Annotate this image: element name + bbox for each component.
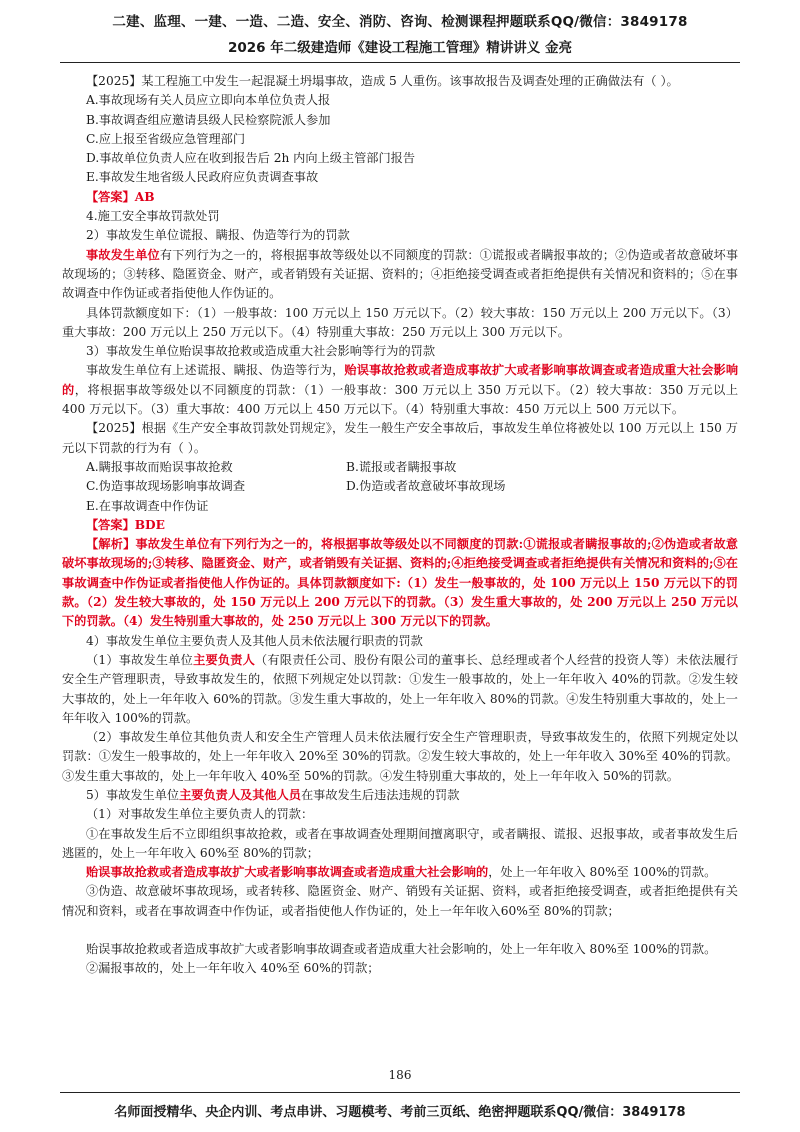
subsection-5-item-3: ③伪造、故意破坏事故现场，或者转移、隐匿资金、财产、销毁有关证据、资料，或者拒绝接受调查，或者拒绝提供有关情况和资料，或者在事故调查中作伪证，或者指使他人作伪证的，处上一年年收入60%至 80%的罚款； [62, 884, 738, 918]
paragraph-text: 在事故发生后违法违规的罚款 [300, 787, 460, 802]
paragraph-text: 5）事故发生单位 [86, 787, 180, 802]
paragraph-text: （有限责任公司、股份有限公司的董事长、总经理或者个人经营的投资人等）未依法履行安全生产管理职责，导致事故发生的，依照下列规定处以罚款：①发生一般事故的，处上一年年收入 40%的罚款。②发生较大事故的，处上一年年收入 60%的罚款。③发生重大事故的，处上一年年收入 80%的罚款。④发生特别重大事故的，处上一年年收入 100%的罚款。 [62, 652, 739, 725]
question-1-option-d: D.事故单位负责人应在收到报告后 2h 内向上级主管部门报告 [86, 151, 416, 166]
subsection-5-item-2 [62, 863, 738, 882]
question-2-option-c: C.伪造事故现场影响事故调查 [86, 479, 246, 494]
question-1-option-a: A.事故现场有关人员应立即向本单位负责人报 [86, 93, 331, 108]
paragraph-text: （1）事故发生单位 [86, 652, 194, 667]
emphasis-text: 主要负责人 [193, 652, 256, 667]
question-2-options-row [62, 477, 738, 496]
question-2-stem: 【2025】根据《生产安全事故罚款处罚规定》，发生一般生产安全事故后，事故发生单位将被处以 100 万元以上 150 万元以下罚款的行为有（ ）。 [62, 421, 738, 455]
emphasis-text: 贻误事故抢救或者造成事故扩大或者影响事故调查或者造成重大社会影响的 [86, 865, 489, 880]
subsection-5-item-4: 贻误事故抢救或者造成事故扩大或者影响事故调查或者造成重大社会影响的，处上一年年收入 80%至 100%的罚款。 [86, 942, 717, 957]
subsection-5-item-5: ②漏报事故的，处上一年年收入 40%至 60%的罚款； [86, 961, 380, 976]
page-number: 186 [388, 1068, 412, 1082]
paragraph-text: 有下列行为之一的，将根据事故等级处以不同额度的罚款：①谎报或者瞒报事故的；②伪造或者故意破坏事故现场的；③转移、隐匿资金、财产，或者销毁有关证据、资料的；④拒绝接受调查或者拒绝提供有关情况和资料的；⑤在事故调查中作伪证或者指使他人作伪证的。 [62, 247, 739, 301]
paragraph-text: ，将根据事故等级处以不同额度的罚款：（1）一般事故：300 万元以上 350 万元以下。（2）较大事故：350 万元以上 400 万元以下。（3）重大事故：400 万元以上 450 万元以下。（4）特别重大事故：450 万元以上 500 万元以下。 [62, 382, 739, 417]
emphasis-text: 主要负责人及其他人员 [179, 787, 301, 802]
subsection-3-heading: 3）事故发生单位贻误事故抢救或造成重大社会影响等行为的罚款 [86, 344, 436, 359]
header-contact-line: 二建、监理、一建、一造、二造、安全、消防、咨询、检测课程押题联系QQ/微信：3849178 [112, 14, 688, 30]
paragraph-text: 事故发生单位有上述谎报、瞒报、伪造等行为， [86, 363, 345, 378]
question-1-option-e: E.事故发生地省级人民政府应负责调查事故 [86, 170, 319, 185]
header-title: 2026 年二级建造师《建设工程施工管理》精讲讲义 金亮 [228, 40, 572, 56]
question-2-options-row [62, 458, 738, 477]
question-2-option-d: D.伪造或者故意破坏事故现场 [346, 479, 506, 494]
question-2-option-e: E.在事故调查中作伪证 [86, 498, 209, 513]
document-body [62, 72, 738, 979]
question-1-option-b: B.事故调查组应邀请县级人民检察院派人参加 [86, 112, 331, 127]
emphasis-text: 事故发生单位 [86, 247, 160, 262]
question-1-answer: 【答案】AB [86, 189, 155, 204]
subsection-2-heading: 2）事故发生单位谎报、瞒报、伪造等行为的罚款 [86, 228, 350, 243]
subsection-3-paragraph [62, 361, 738, 419]
blank-line [62, 921, 738, 940]
question-2-analysis: 【解析】事故发生单位有下列行为之一的，将根据事故等级处以不同额度的罚款:①谎报或者瞒报事故的;②伪造或者故意破坏事故现场的;③转移、隐匿资金、财产，或者销毁有关证据、资料的;④拒绝接受调查或者拒绝提供有关情况和资料的;⑤在事故调查中作伪证或者指使他人作伪证的。具体罚款额度如下:（1）发生一般事故的，处 100 万元以上 150 万元以下的罚款。（2）发生较大事故的，处 150 万元以上 200 万元以下的罚款。（3）发生重大事故的，处 200 万元以上 250 万元以下的罚款。（4）发生特别重大事故的，处 250 万元以上 300 万元以下的罚款。 [62, 537, 738, 629]
subsection-4-paragraph-1 [62, 651, 738, 728]
subsection-4-heading: 4）事故发生单位主要负责人及其他人员未依法履行职责的罚款 [86, 633, 423, 648]
fine-amount-paragraph: 具体罚款额度如下：（1）一般事故：100 万元以上 150 万元以下。（2）较大事故：150 万元以上 200 万元以下。（3）重大事故：200 万元以上 250 万元以下。（4）特别重大事故：250 万元以上 300 万元以下。 [62, 305, 738, 339]
question-2-option-b: B.谎报或者瞒报事故 [346, 459, 457, 474]
page-header [0, 10, 800, 56]
subsection-5-intro: （1）对事故发生单位主要负责人的罚款： [86, 807, 314, 822]
question-1-option-c: C.应上报至省级应急管理部门 [86, 131, 246, 146]
emphasis-text: 贻误事故抢救或者造成事故扩大或者影响事故调查或者造成重大社会影响的 [62, 363, 739, 397]
question-2-option-a: A.瞒报事故而贻误事故抢救 [86, 459, 233, 474]
footer-rule [60, 1092, 740, 1093]
subsection-2-paragraph [62, 246, 738, 304]
question-1-stem: 【2025】某工程施工中发生一起混凝土坍塌事故，造成 5 人重伤。该事故报告及调查处理的正确做法有（ ）。 [86, 74, 679, 88]
subsection-5-item-1: ①在事故发生后不立即组织事故抢救，或者在事故调查处理期间擅离职守，或者瞒报、谎报、迟报事故，或者事故发生后逃匿的，处上一年年收入 60%至 80%的罚款； [62, 826, 738, 860]
header-rule [60, 62, 740, 63]
subsection-5-heading [62, 786, 738, 805]
page-footer: 名师面授精华、央企内训、考点串讲、习题模考、考前三页纸、绝密押题联系QQ/微信：3849178 [114, 1105, 686, 1120]
subsection-4-paragraph-2: （2）事故发生单位其他负责人和安全生产管理人员未依法履行安全生产管理职责，导致事故发生的，依照下列规定处以罚款：①发生一般事故的，处上一年年收入 20%至 30%的罚款。②发生较大事故的，处上一年年收入 30%至 40%的罚款。③发生重大事故的，处上一年年收入 40%至 50%的罚款。④发生特别重大事故的，处上一年年收入 50%的罚款。 [62, 730, 738, 783]
section-heading: 4.施工安全事故罚款处罚 [86, 209, 220, 224]
paragraph-text: ，处上一年年收入 80%至 100%的罚款。 [488, 865, 717, 880]
question-2-answer: 【答案】BDE [86, 517, 165, 532]
